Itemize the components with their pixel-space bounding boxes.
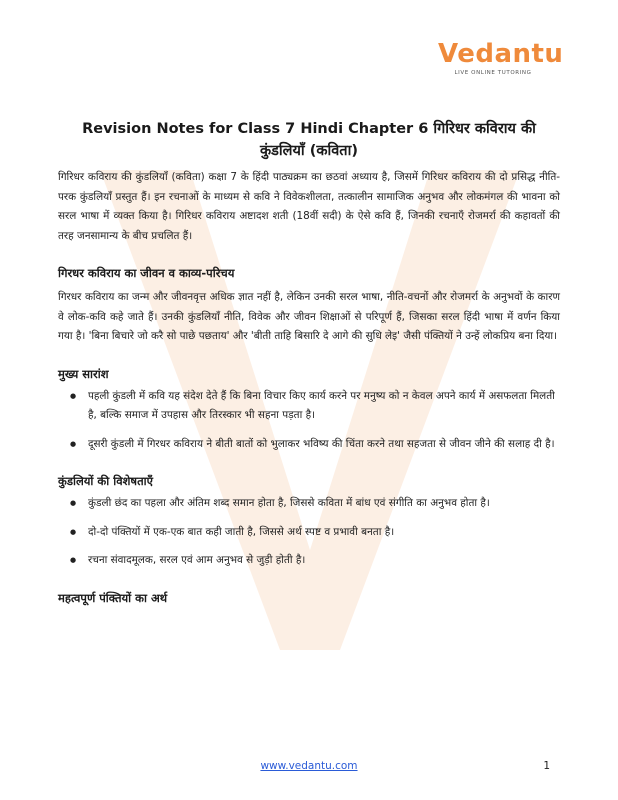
- footer: [0, 760, 618, 772]
- logo-wordmark: Vedantu: [438, 39, 564, 69]
- vedantu-logo: [438, 39, 564, 76]
- page-title: Revision Notes for Class 7 Hindi Chapter 6 गिरिधर कविराय की कुंडलियाँ (कविता): [82, 121, 536, 159]
- page-number: 1: [543, 760, 550, 772]
- section-heading-features: कुंडलियों की विशेषताएँ: [58, 474, 153, 488]
- footer-link[interactable]: www.vedantu.com: [260, 760, 358, 772]
- section-heading-summary: मुख्य सारांश: [58, 366, 109, 381]
- features-list: [58, 494, 560, 571]
- biography-paragraph: गिरधर कविराय का जन्म और जीवनवृत्त अधिक ज्ञात नहीं है, लेकिन उनकी सरल भाषा, नीति-वचनों और रोजमर्रा के अनुभवों के कारण वे लोक-कवि कहे जाते हैं। उनकी कुंडलियाँ नीति, विवेक और जीवन शिक्षाओं से परिपूर्ण हैं, जिसका सरल हिंदी भाषा में वर्णन किया गया है। 'बिना बिचारे जो करै सो पाछे पछताय' और 'बीती ताहि बिसारि दे आगे की सुधि लेइ' जैसी पंक्तियों ने उन्हें लोकप्रिय बना दिया।: [58, 291, 560, 342]
- list-item: ● पहली कुंडली में कवि यह संदेश देते हैं कि बिना विचार किए कार्य करने पर मनुष्य को न केवल अपने कार्य में असफलता मिलती है, बल्कि समाज में उपहास और तिरस्कार भी सहना पड़ता है।: [58, 387, 560, 426]
- summary-list: [58, 387, 560, 455]
- section-heading-biography: गिरधर कविराय का जीवन व काव्य-परिचय: [58, 266, 235, 280]
- intro-paragraph: गिरिधर कविराय की कुंडलियाँ (कविता) कक्षा 7 के हिंदी पाठ्यक्रम का छठवां अध्याय है, जिसमें गिरिधर कविराय की दो प्रसिद्ध नीति-परक कुंडलियाँ प्रस्तुत हैं। इन रचनाओं के माध्यम से कवि ने विवेकशीलता, तत्कालीन सामाजिक अनुभव और लोकमंगल की भावना को सरल भाषा में व्यक्त किया है। गिरिधर कविराय अष्टादश शती (18वीं सदी) के ऐसे कवि हैं, जिनकी रचनाएँ रोजमर्रा की कहावतों की तरह जनसामान्य के बीच प्रचलित हैं।: [58, 171, 560, 242]
- logo-tagline: LIVE ONLINE TUTORING: [454, 70, 532, 76]
- section-heading-meanings: महत्वपूर्ण पंक्तियों का अर्थ: [58, 590, 168, 605]
- list-item: ● कुंडली छंद का पहला और अंतिम शब्द समान होता है, जिससे कविता में बांध एवं संगीति का अनुभव होता है।: [58, 494, 560, 514]
- list-item: ● दो-दो पंक्तियों में एक-एक बात कही जाती है, जिससे अर्थ स्पष्ट व प्रभावी बनता है।: [58, 523, 560, 543]
- list-item: ● दूसरी कुंडली में गिरधर कविराय ने बीती बातों को भुलाकर भविष्य की चिंता करने तथा सहजता से जीवन जीने की सलाह दी है।: [58, 435, 560, 455]
- document-body: [58, 118, 560, 607]
- list-item: ● रचना संवादमूलक, सरल एवं आम अनुभव से जुड़ी होती है।: [58, 551, 560, 571]
